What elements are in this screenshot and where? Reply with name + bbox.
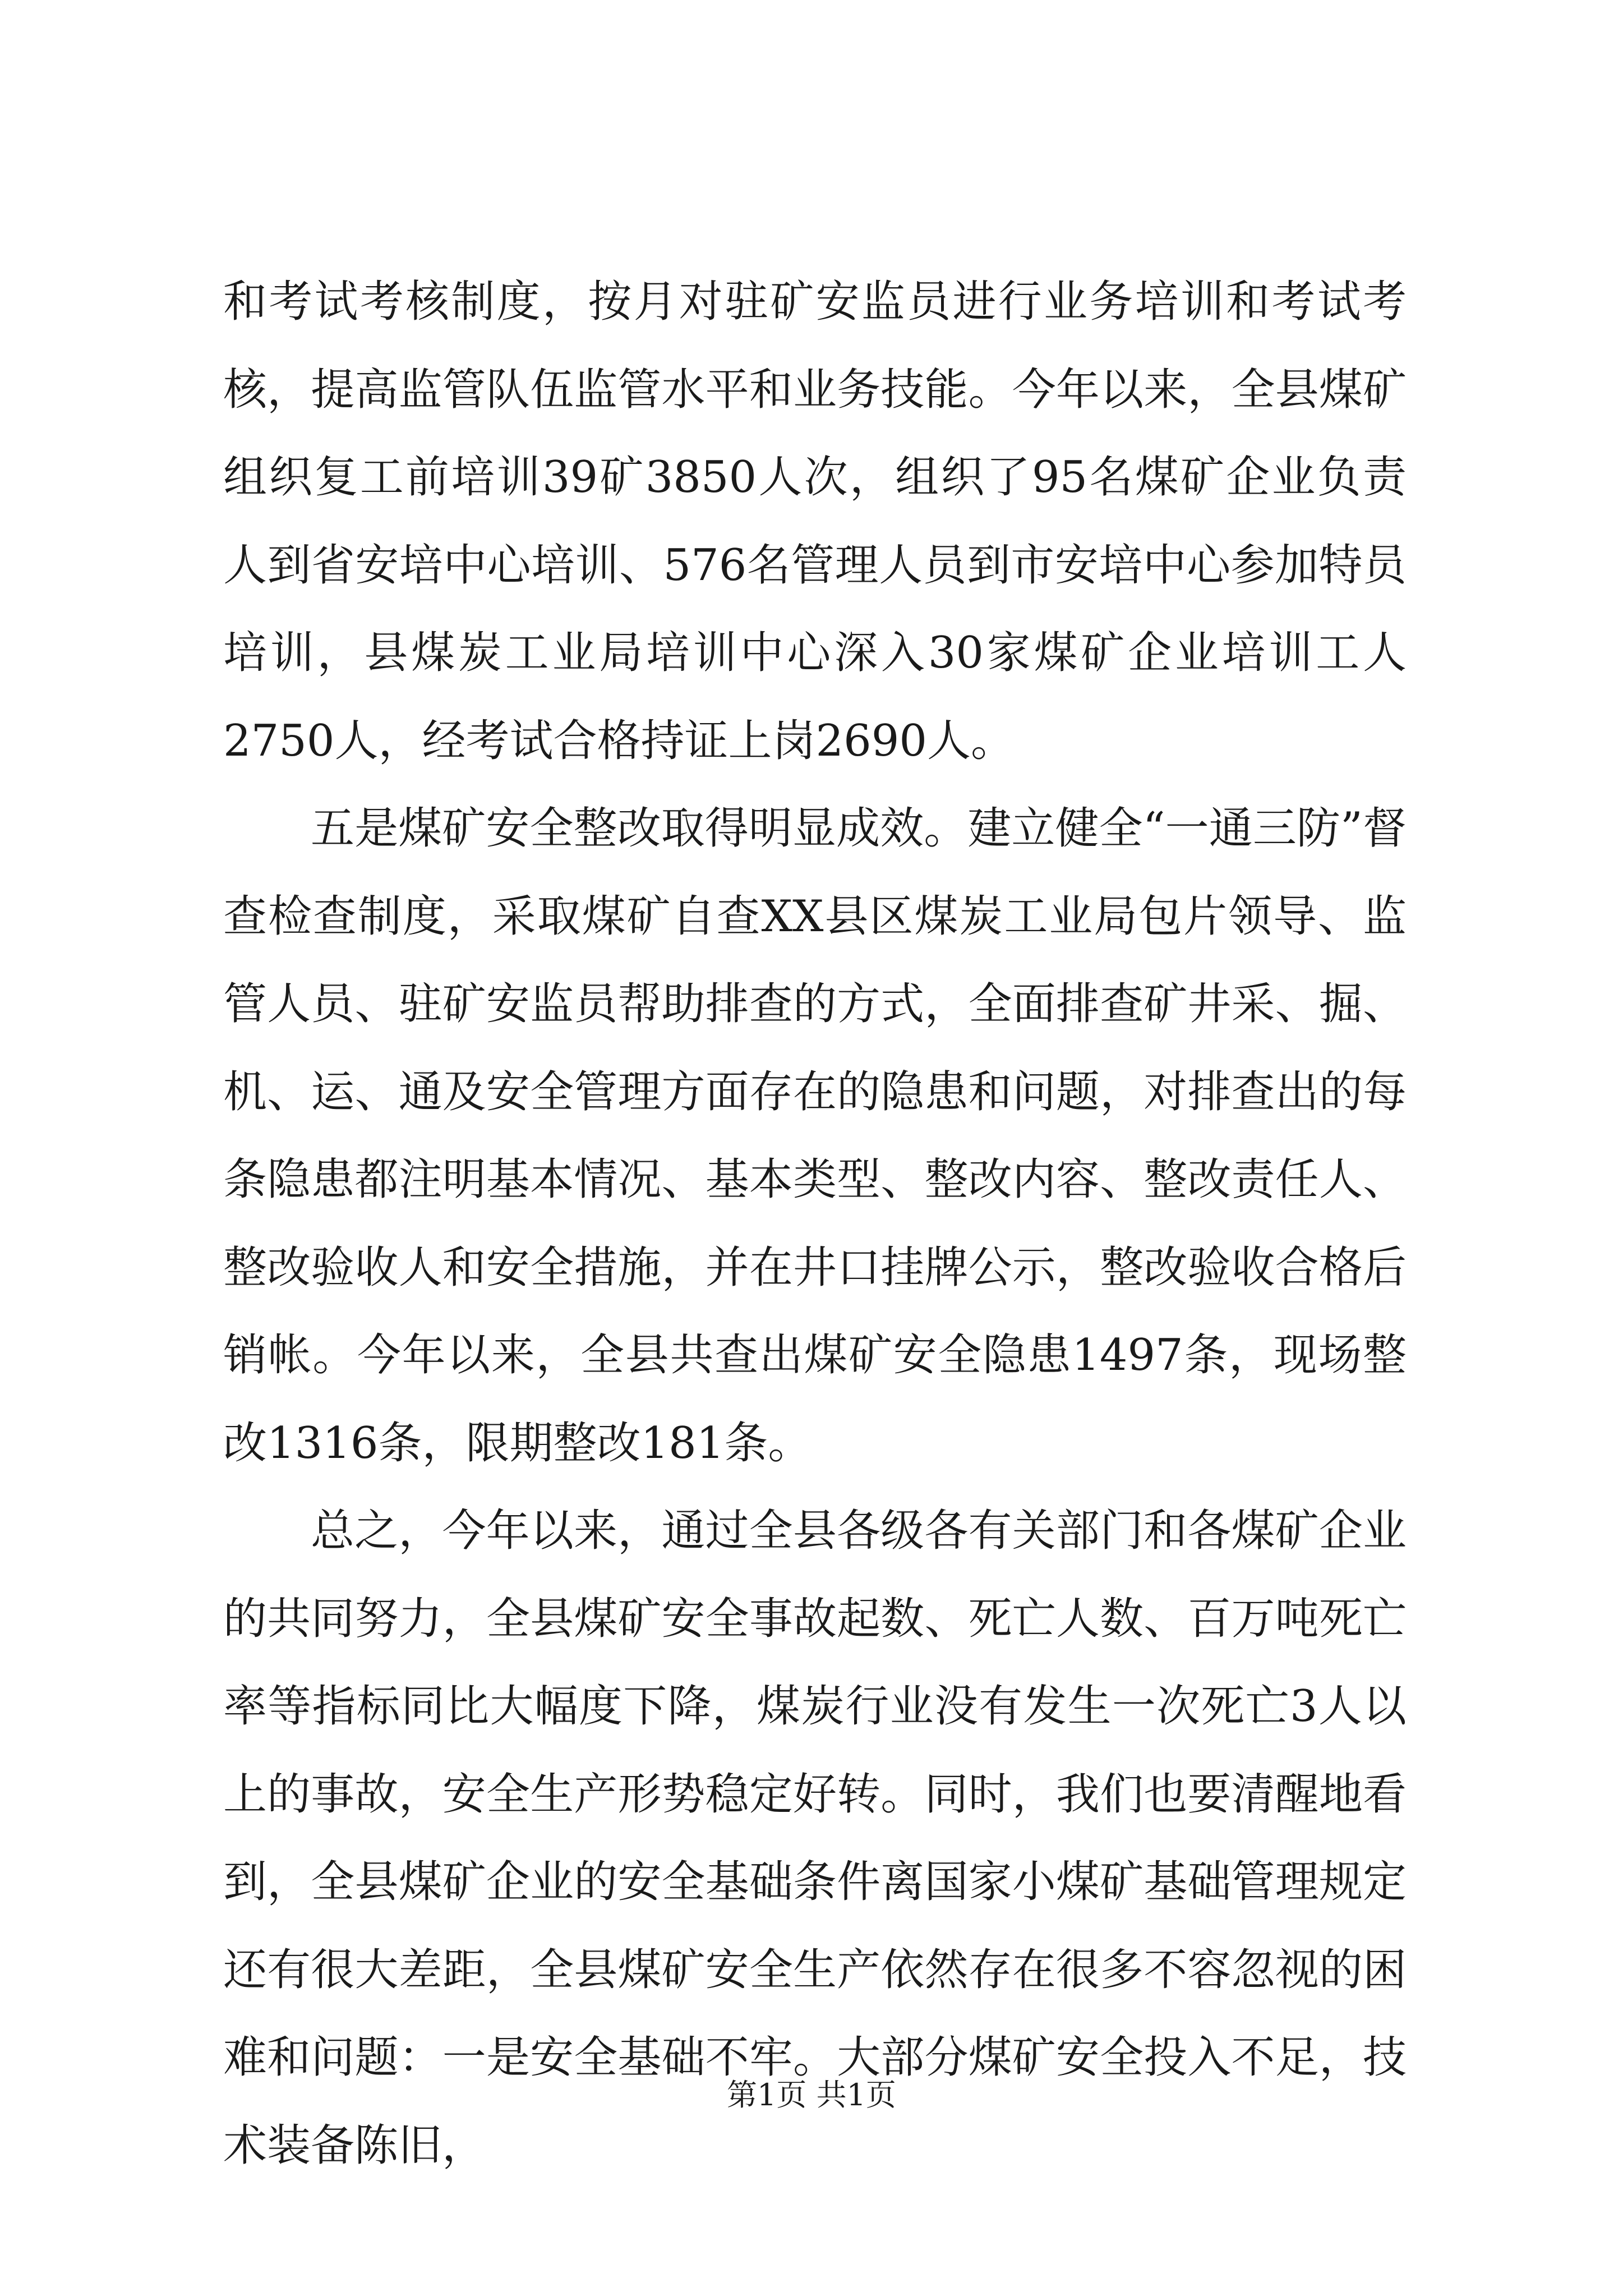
paragraph-1: 和考试考核制度，按月对驻矿安监员进行业务培训和考试考核，提高监管队伍监管水平和业务技能。今年以来，全县煤矿组织复工前培训39矿3850人次，组织了95名煤矿企业负责人到省安培中心培训、576名管理人员到市安培中心参加特员培训，县煤炭工业局培训中心深入30家煤矿企业培训工人2750人，经考试合格持证上岗2690人。 (223, 277, 1407, 766)
page-footer: 第1页 共1页 (727, 2077, 896, 2113)
paragraph-2: 五是煤矿安全整改取得明显成效。建立健全“一通三防”督查检查制度，采取煤矿自查XX县区煤炭工业局包片领导、监管人员、驻矿安监员帮助排查的方式，全面排查矿井采、掘、机、运、通及安全管理方面存在的隐患和问题，对排查出的每条隐患都注明基本情况、基本类型、整改内容、整改责任人、整改验收人和安全措施，并在井口挂牌公示，整改验收合格后销帐。今年以来，全县共查出煤矿安全隐患1497条，现场整改1316条，限期整改181条。 (223, 803, 1407, 1469)
paragraph-3: 总之，今年以来，通过全县各级各有关部门和各煤矿企业的共同努力，全县煤矿安全事故起数、死亡人数、百万吨死亡率等指标同比大幅度下降，煤炭行业没有发生一次死亡3人以上的事故，安全生产形势稳定好转。同时，我们也要清醒地看到，全县煤矿企业的安全基础条件离国家小煤矿基础管理规定还有很大差距，全县煤矿安全生产依然存在很多不容忽视的困难和问题：一是安全基础不牢。大部分煤矿安全投入不足，技术装备陈旧， (223, 1506, 1407, 2171)
document-body (223, 258, 1407, 2189)
